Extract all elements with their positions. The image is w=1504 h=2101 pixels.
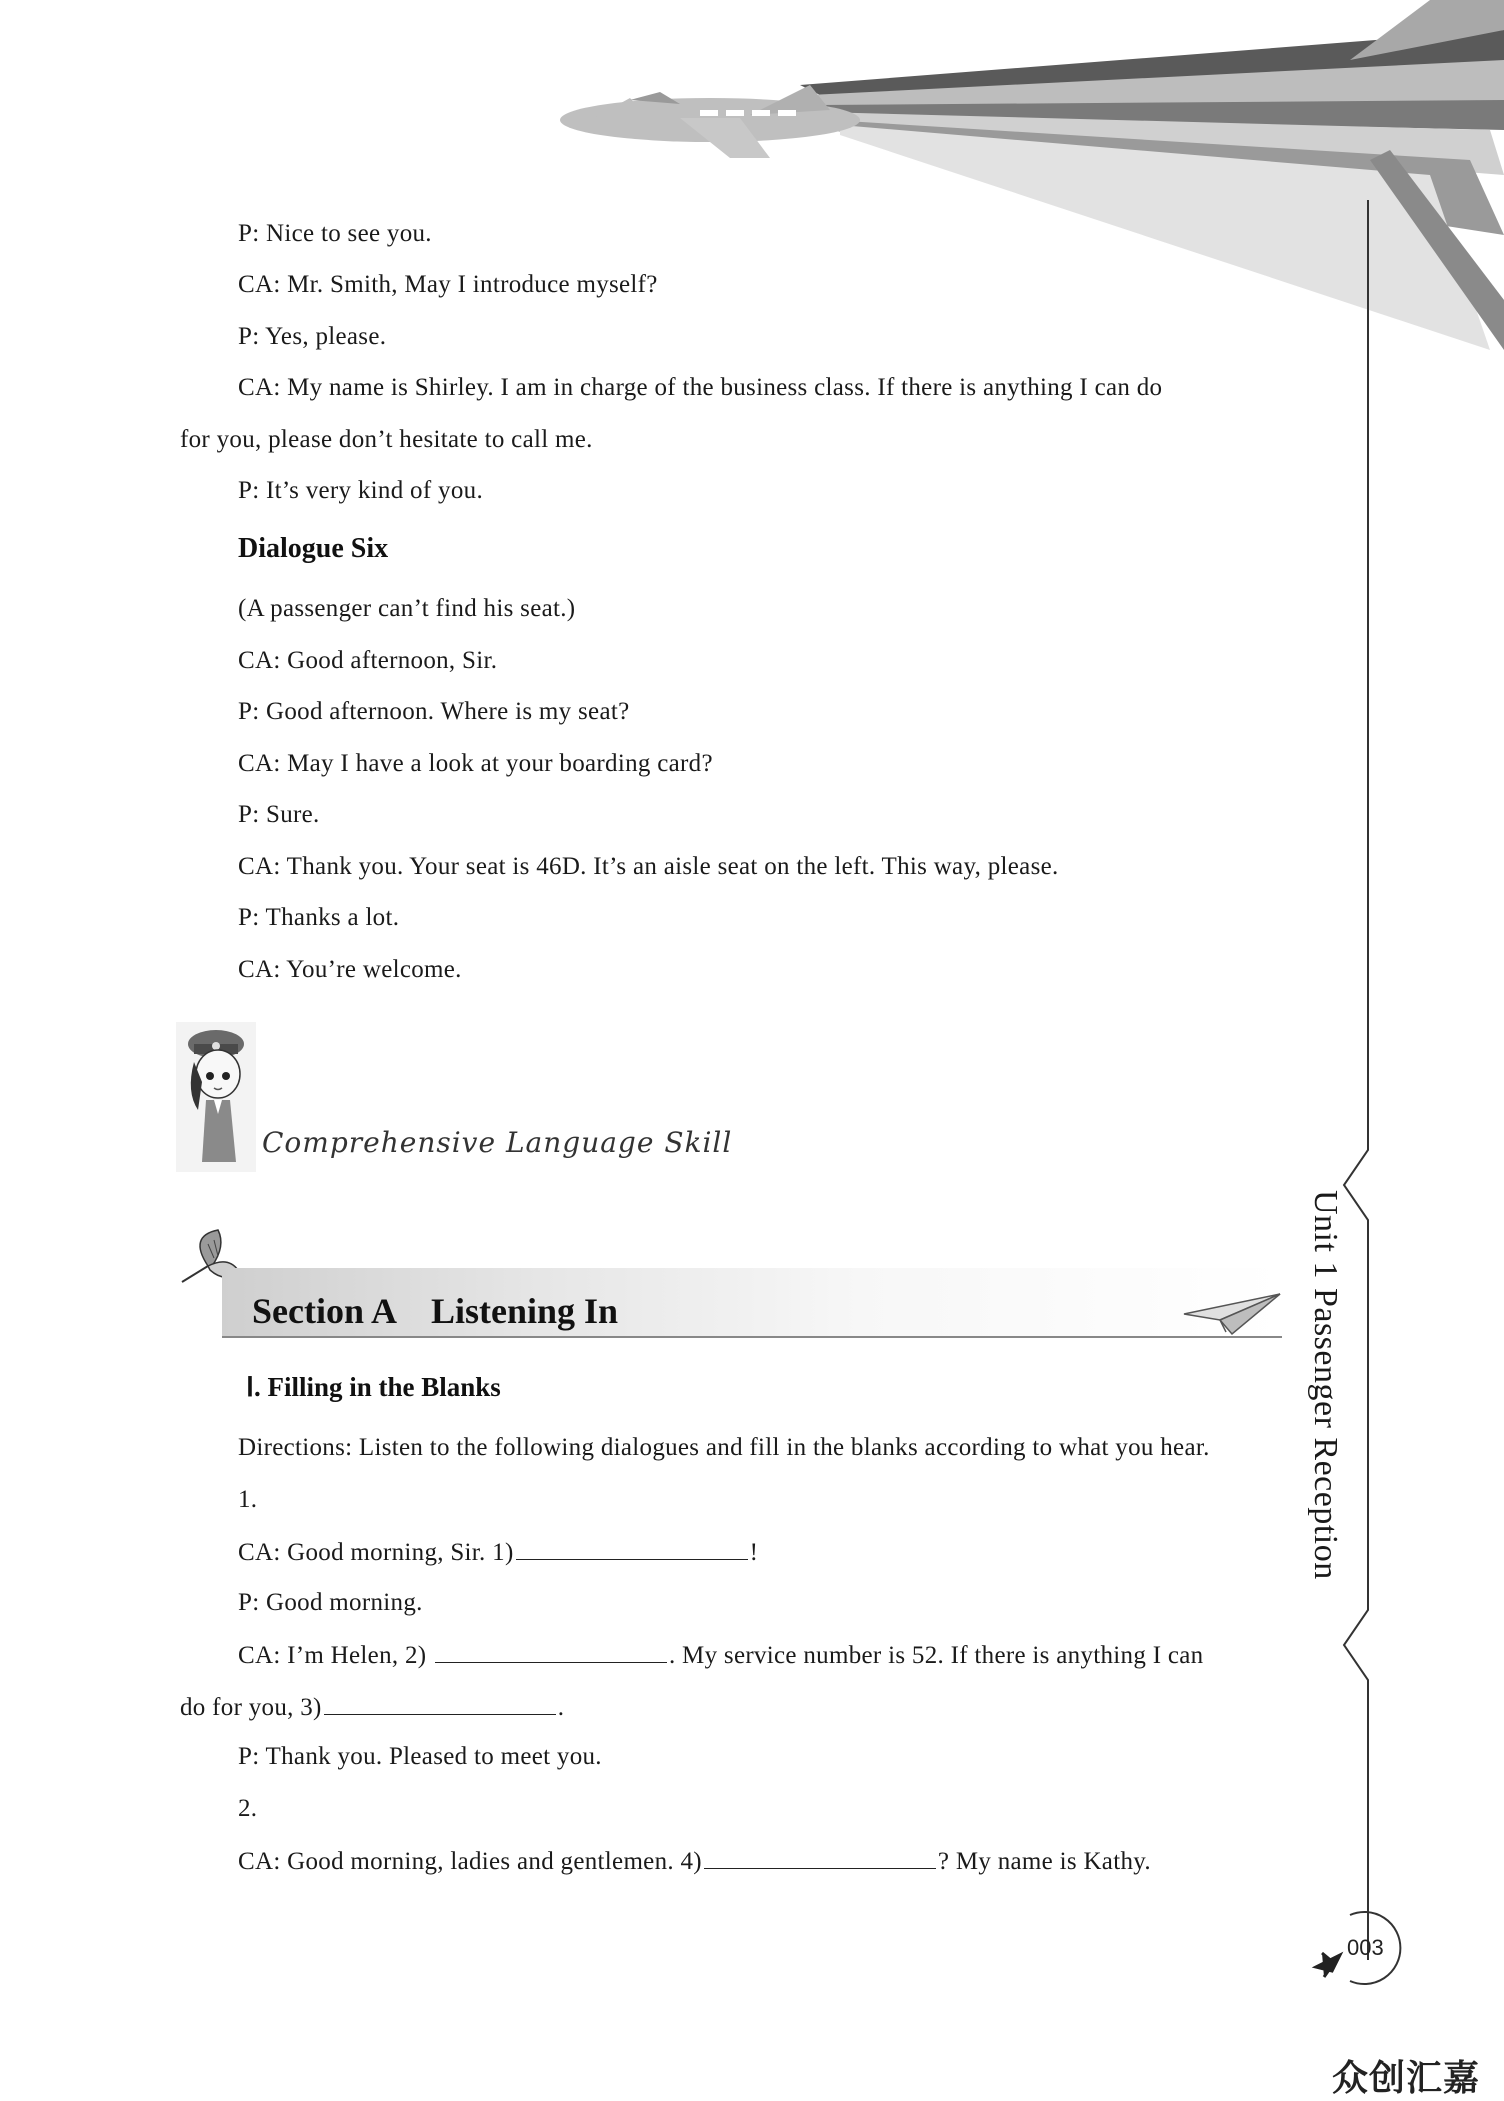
- line-text: CA: I’m Helen, 2): [238, 1642, 427, 1669]
- banner-label: Comprehensive Language Skill: [262, 1126, 733, 1159]
- line-text: CA: Good morning, Sir. 1): [238, 1539, 514, 1566]
- line-text: ? My name is Kathy.: [937, 1848, 1151, 1875]
- line-text: .: [557, 1694, 565, 1721]
- dialogue-line: CA: Good afternoon, Sir.: [238, 647, 498, 674]
- blank-2[interactable]: [435, 1638, 667, 1663]
- exercise-line: P: Good morning.: [238, 1589, 423, 1616]
- paper-plane-icon: [1180, 1290, 1284, 1338]
- dialogue-line: P: Thanks a lot.: [238, 904, 400, 931]
- line-text: do for you, 3): [180, 1694, 322, 1721]
- dialogue-line: P: Nice to see you.: [238, 220, 432, 247]
- exercise-line: [238, 1638, 1203, 1672]
- dialogue-line: P: Good afternoon. Where is my seat?: [238, 698, 630, 725]
- section-title: Section A Listening In: [252, 1291, 619, 1331]
- margin-rule: [1330, 200, 1390, 1960]
- dialogue-line: for you, please don’t hesitate to call me.: [180, 426, 593, 453]
- dialogue-line: CA: May I have a look at your boarding card?: [238, 750, 713, 777]
- dialogue-line: P: Sure.: [238, 801, 320, 828]
- section-underline: [222, 1336, 1282, 1338]
- exercise-number: 1.: [238, 1486, 258, 1513]
- exercise-line: [238, 1844, 1151, 1878]
- line-text: CA: Good morning, ladies and gentlemen. 4): [238, 1848, 702, 1875]
- blank-1[interactable]: [516, 1535, 748, 1560]
- dialogue-line: (A passenger can’t find his seat.): [238, 595, 576, 622]
- blank-4[interactable]: [704, 1844, 936, 1869]
- dialogue-line: CA: Thank you. Your seat is 46D. It’s an aisle seat on the left. This way, please.: [238, 853, 1059, 880]
- line-text: !: [749, 1539, 759, 1566]
- dialogue-six-title: Dialogue Six: [238, 533, 389, 564]
- dialogue-line: CA: My name is Shirley. I am in charge of the business class. If there is anything I can do: [238, 374, 1163, 401]
- page-number: 003: [1347, 1935, 1384, 1960]
- dialogue-line: P: It’s very kind of you.: [238, 477, 483, 504]
- line-text: . My service number is 52. If there is anything I can: [668, 1642, 1204, 1669]
- exercise-line: [180, 1690, 564, 1724]
- dialogue-line: CA: You’re welcome.: [238, 956, 462, 983]
- unit-title: Unit 1 Passenger Reception: [1307, 1190, 1344, 1580]
- directions: Directions: Listen to the following dialogues and fill in the blanks according to what you hear.: [238, 1434, 1210, 1461]
- exercise-line: [238, 1535, 758, 1569]
- exercise-line: P: Thank you. Pleased to meet you.: [238, 1743, 602, 1770]
- blank-3[interactable]: [324, 1690, 556, 1715]
- dialogue-line: P: Yes, please.: [238, 323, 387, 350]
- exercise-number: 2.: [238, 1795, 258, 1822]
- dialogue-line: CA: Mr. Smith, May I introduce myself?: [238, 271, 658, 298]
- flight-attendant-illustration: [176, 1022, 256, 1172]
- watermark-logo: 众创汇嘉: [1332, 2058, 1481, 2099]
- part-title: Ⅰ. Filling in the Blanks: [246, 1372, 501, 1402]
